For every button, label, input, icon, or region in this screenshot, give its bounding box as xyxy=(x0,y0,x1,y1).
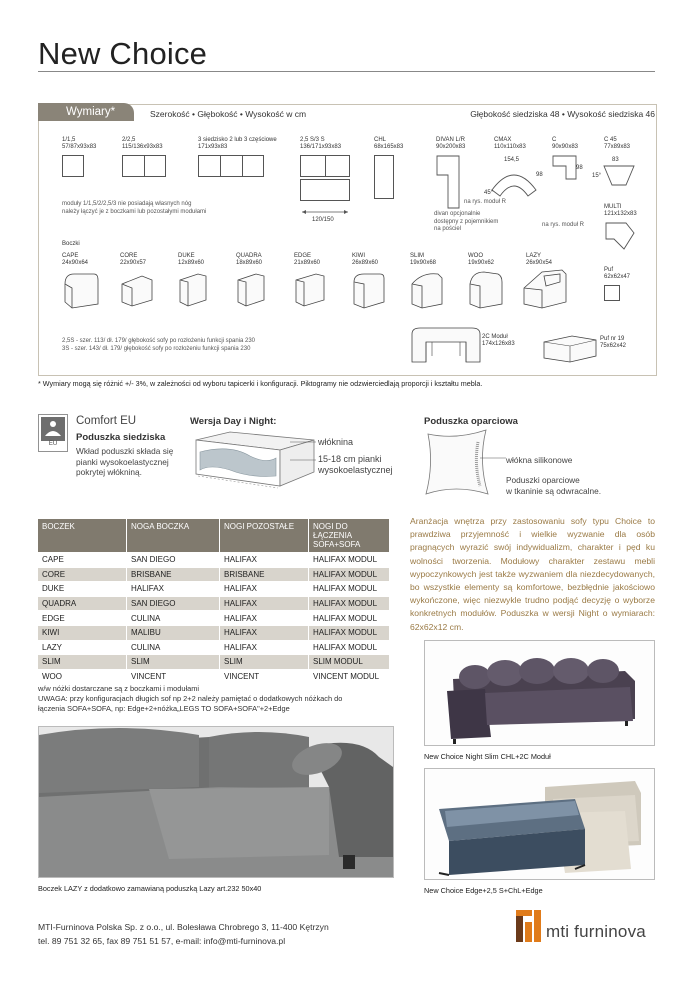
table-row xyxy=(38,553,390,568)
arm-kiwi-size: 26x89x60 xyxy=(352,260,379,266)
page-title: New Choice xyxy=(38,36,208,71)
legs-cell: HALIFAX xyxy=(127,582,220,597)
arm-woo-name: WOO xyxy=(468,253,483,259)
legs-header-nogi-laczenia: NOGI DO ŁĄCZENIA SOFA+SOFA xyxy=(309,519,390,553)
table-row xyxy=(38,669,390,683)
modul-2c-drawing xyxy=(410,326,484,368)
module-4-bed-drawing xyxy=(300,179,350,201)
arm-lazy-size: 26x90x54 xyxy=(526,260,553,266)
module-4-name: 2,5 S/3 S xyxy=(300,137,325,143)
module-1-size: 57/87x93x83 xyxy=(62,144,97,150)
arm-lazy-name: LAZY xyxy=(526,253,542,259)
note-divan: divan opcjonalnie dostępny z pojemnikiem na pościel xyxy=(434,211,499,232)
backcushion-label2: Poduszki oparciowe w tkaninie są odwracalne. xyxy=(506,475,602,496)
caption-lazy: Boczek LAZY z dodatkowo zamawianą poduszką Lazy art.232 50x40 xyxy=(38,884,262,893)
photo-night-slim xyxy=(424,640,655,746)
table-row xyxy=(38,640,390,655)
module-3-name: 3 siedzisko 2 lub 3 częściowe xyxy=(198,137,277,143)
legs-cell: HALIFAX MODUL xyxy=(309,567,390,582)
puf-drawing xyxy=(604,285,620,301)
backcushion-label1: włókna silikonowe xyxy=(506,455,573,465)
legs-cell: DUKE xyxy=(38,582,127,597)
daynight-label1: włóknina xyxy=(318,437,354,447)
module-4-size: 136/171x93x83 xyxy=(300,144,342,150)
arm-quadra-drawing xyxy=(236,272,266,308)
legs-cell: HALIFAX xyxy=(220,582,309,597)
module-7-side1: 98 xyxy=(536,172,543,178)
arm-kiwi-name: KIWI xyxy=(352,253,365,259)
arm-quadra-size: 18x89x60 xyxy=(236,260,263,266)
legs-cell: CULINA xyxy=(127,611,220,626)
caption-edge: New Choice Edge+2,5 S+ChL+Edge xyxy=(424,886,543,895)
legs-cell: HALIFAX xyxy=(220,640,309,655)
module-1-name: 1/1,5 xyxy=(62,137,76,143)
backcushion-title: Poduszka oparciowa xyxy=(424,416,518,427)
multi-name: MULTI xyxy=(604,204,622,210)
legs-cell: HALIFAX MODUL xyxy=(309,611,390,626)
legs-table-header xyxy=(38,519,390,553)
puf-name: Puf xyxy=(604,267,614,273)
arm-edge-drawing xyxy=(294,272,326,308)
multi-drawing xyxy=(604,221,636,251)
daynight-label2: 15-18 cm pianki wysokoelastycznej xyxy=(318,454,393,475)
legs-cell: SAN DIEGO xyxy=(127,596,220,611)
arm-slim-size: 19x90x68 xyxy=(410,260,437,266)
note-sleep: 2,5S - szer. 113/ dł. 179/ głębokość sofy po rozłożeniu funkcji spania 230 3S - szer. 143/ dł. 179/ głębokość sofy po rozłożeniu funkcji spania 230 xyxy=(62,338,256,352)
title-rule xyxy=(38,71,655,72)
arm-edge-name: EDGE xyxy=(294,253,312,259)
module-6-size: 90x200x83 xyxy=(436,144,466,150)
module-7-size: 110x110x83 xyxy=(494,144,526,150)
arm-edge-size: 21x89x60 xyxy=(294,260,321,266)
arm-slim-drawing xyxy=(410,270,444,310)
legs-cell: CORE xyxy=(38,567,127,582)
footer-address: MTI-Furninova Polska Sp. z o.o., ul. Bolesława Chrobrego 3, 11-400 Kętrzyn xyxy=(38,922,329,932)
module-9-side: 15° xyxy=(592,173,602,179)
legs-cell: QUADRA xyxy=(38,596,127,611)
legs-cell: CAPE xyxy=(38,553,127,568)
modul-2c-name: 2C Moduł xyxy=(482,334,508,340)
legs-cell: SAN DIEGO xyxy=(127,553,220,568)
legs-cell: HALIFAX xyxy=(220,553,309,568)
legs-cell: WOO xyxy=(38,669,127,683)
photo-night-sofa-illustration xyxy=(425,641,654,745)
table-row xyxy=(38,596,390,611)
legs-table xyxy=(38,519,390,683)
module-3-size: 171x93x83 xyxy=(198,144,228,150)
arm-duke-name: DUKE xyxy=(178,253,195,259)
legs-cell: SLIM MODUL xyxy=(309,655,390,670)
table-row xyxy=(38,625,390,640)
module-9-drawing xyxy=(600,163,640,189)
legs-cell: LAZY xyxy=(38,640,127,655)
legs-header-noga-boczka: NOGA BOCZKA xyxy=(127,519,220,553)
module-8-name: C xyxy=(552,137,557,143)
module-9-size: 77x89x83 xyxy=(604,144,631,150)
daynight-title: Wersja Day i Night: xyxy=(190,416,277,427)
note-modul-r2: na rys. moduł R xyxy=(542,222,585,228)
module-3-drawing xyxy=(198,155,264,177)
legs-cell: SLIM xyxy=(38,655,127,670)
table-row xyxy=(38,655,390,670)
multi-size: 121x132x83 xyxy=(604,211,637,217)
module-5-size: 68x165x83 xyxy=(374,144,404,150)
arm-cape-size: 24x90x64 xyxy=(62,260,89,266)
legs-cell: CULINA xyxy=(127,640,220,655)
note-modul-r1: na rys. moduł R xyxy=(464,199,507,205)
module-6-name: DIVAN L/R xyxy=(436,137,465,143)
boczki-label: Boczki xyxy=(62,241,80,247)
photo-edge xyxy=(424,768,655,880)
legs-cell: HALIFAX MODUL xyxy=(309,553,390,568)
module-4-drawing xyxy=(300,155,350,177)
dimensions-header-left: Szerokość • Głębokość • Wysokość w cm xyxy=(150,109,307,119)
arm-duke-size: 12x89x60 xyxy=(178,260,205,266)
module-7-sub: 154,5 xyxy=(504,157,520,163)
module-2-drawing xyxy=(122,155,166,177)
legs-cell: HALIFAX MODUL xyxy=(309,640,390,655)
legs-header-nogi-pozostale: NOGI POZOSTAŁE xyxy=(220,519,309,553)
dimensions-tab: Wymiary* xyxy=(38,103,134,121)
mti-logo-icon xyxy=(512,908,544,944)
puf19-drawing xyxy=(542,334,598,364)
description-text: Aranżacja wnętrza przy zastosowaniu sofy typu Choice to prawdziwa przyjemność i wielkie wyzwanie dla osób pragnących wyrazić swój indywidualizm, charakter i pęd ku wolności tworzenia. Modułowy charakter zestawu mebli wypoczynkowych jest także wyzwaniem dla niezdecydowanych, bo wszystkie elementy są komfortowe, bezbłędnie jakościowo wykończone, więc niezwykle trudno podjąć decyzję o wyborze konkretnych modułów. Poduszka w wersji Night o wymiarach: 62x62x12 cm. xyxy=(410,516,655,632)
comfort-eu-badge: EU xyxy=(48,441,58,447)
photo-lazy-illustration xyxy=(39,727,393,877)
puf19-size: 75x62x42 xyxy=(600,343,627,349)
module-5-drawing xyxy=(374,155,394,199)
puf19-name: Puf nr 19 xyxy=(600,336,625,342)
legs-cell: HALIFAX MODUL xyxy=(309,582,390,597)
legs-cell: BRISBANE xyxy=(220,567,309,582)
footer-contact: tel. 89 751 32 65, fax 89 751 51 57, e-mail: info@mti-furninova.pl xyxy=(38,936,286,946)
arm-woo-size: 19x90x62 xyxy=(468,260,495,266)
module-2-name: 2/2,5 xyxy=(122,137,136,143)
legs-cell: HALIFAX MODUL xyxy=(309,625,390,640)
puf-size: 62x62x47 xyxy=(604,274,631,280)
arm-core-name: CORE xyxy=(120,253,138,259)
module-2-size: 115/136x93x83 xyxy=(122,144,163,150)
mti-logo-text: mti furninova xyxy=(546,922,646,941)
arm-core-drawing xyxy=(120,274,154,308)
legs-cell: BRISBANE xyxy=(127,567,220,582)
arm-slim-name: SLIM xyxy=(410,253,425,259)
modul-2c-size: 174x126x83 xyxy=(482,341,515,347)
module-1-drawing xyxy=(62,155,84,177)
arm-core-size: 22x90x57 xyxy=(120,260,147,266)
daynight-pointer-lines xyxy=(290,438,318,468)
arm-cape-name: CAPE xyxy=(62,253,79,259)
arm-kiwi-drawing xyxy=(352,272,386,310)
note-modules: moduły 1/1,5/2/2,5/3 nie posiadają własnych nóg należy łączyć je z boczkami lub pozostałymi modułami xyxy=(62,201,207,215)
legs-cell: VINCENT xyxy=(127,669,220,683)
legs-cell: EDGE xyxy=(38,611,127,626)
legs-cell: SLIM xyxy=(127,655,220,670)
table-row xyxy=(38,567,390,582)
module-7-name: CMAX xyxy=(494,137,512,143)
legs-cell: SLIM xyxy=(220,655,309,670)
caption-night-slim: New Choice Night Slim CHL+2C Moduł xyxy=(424,752,551,761)
module-5-name: CHL xyxy=(374,137,387,143)
legs-cell: MALIBU xyxy=(127,625,220,640)
legs-cell: HALIFAX xyxy=(220,596,309,611)
legs-cell: HALIFAX MODUL xyxy=(309,596,390,611)
arm-quadra-name: QUADRA xyxy=(236,253,262,259)
legs-note: w/w nóżki dostarczane są z boczkami i modułami UWAGA: przy konfiguracjach długich sof np 2+2 należy pamiętać o dodatkowych nóżkach do łączenia SOFA+SOFA, np: Edge+2+nóżka„LEGS TO SOFA+SOFA"+2+Edge xyxy=(38,684,343,713)
legs-cell: KIWI xyxy=(38,625,127,640)
photo-edge-sofa-illustration xyxy=(425,769,654,879)
photo-lazy xyxy=(38,726,394,878)
table-row xyxy=(38,611,390,626)
legs-header-boczek: BOCZEK xyxy=(38,519,127,553)
comfort-title: Comfort EU xyxy=(76,415,137,427)
legs-cell: HALIFAX xyxy=(220,625,309,640)
table-row xyxy=(38,582,390,597)
arm-cape-drawing xyxy=(62,270,100,310)
dimensions-header-right: Głębokość siedziska 48 • Wysokość siedziska 46 xyxy=(470,109,655,119)
legs-cell: VINCENT xyxy=(220,669,309,683)
module-8-side: 98 xyxy=(576,165,583,171)
arm-duke-drawing xyxy=(178,272,208,308)
module-7-side2: 45° xyxy=(484,190,494,196)
module-9-name: C 45 xyxy=(604,137,617,143)
module-4-width: 120/150 xyxy=(312,217,334,223)
dimensions-footnote: * Wymiary mogą się różnić +/- 3%, w zależności od wyboru tapicerki i konfiguracji. Piktogramy nie odzwierciedlają proporcji i kształtu mebla. xyxy=(38,379,483,388)
legs-cell: HALIFAX xyxy=(220,611,309,626)
comfort-subtitle: Poduszka siedziska xyxy=(76,432,166,443)
legs-cell: VINCENT MODUL xyxy=(309,669,390,683)
module-8-size: 90x90x83 xyxy=(552,144,579,150)
comfort-desc: Wkład poduszki składa się pianki wysokoelastycznej pokrytej włókniną. xyxy=(76,446,174,477)
arm-lazy-drawing xyxy=(522,268,568,310)
module-9-sub: 83 xyxy=(612,157,619,163)
arm-woo-drawing xyxy=(468,270,504,310)
module-6-drawing xyxy=(436,155,460,209)
